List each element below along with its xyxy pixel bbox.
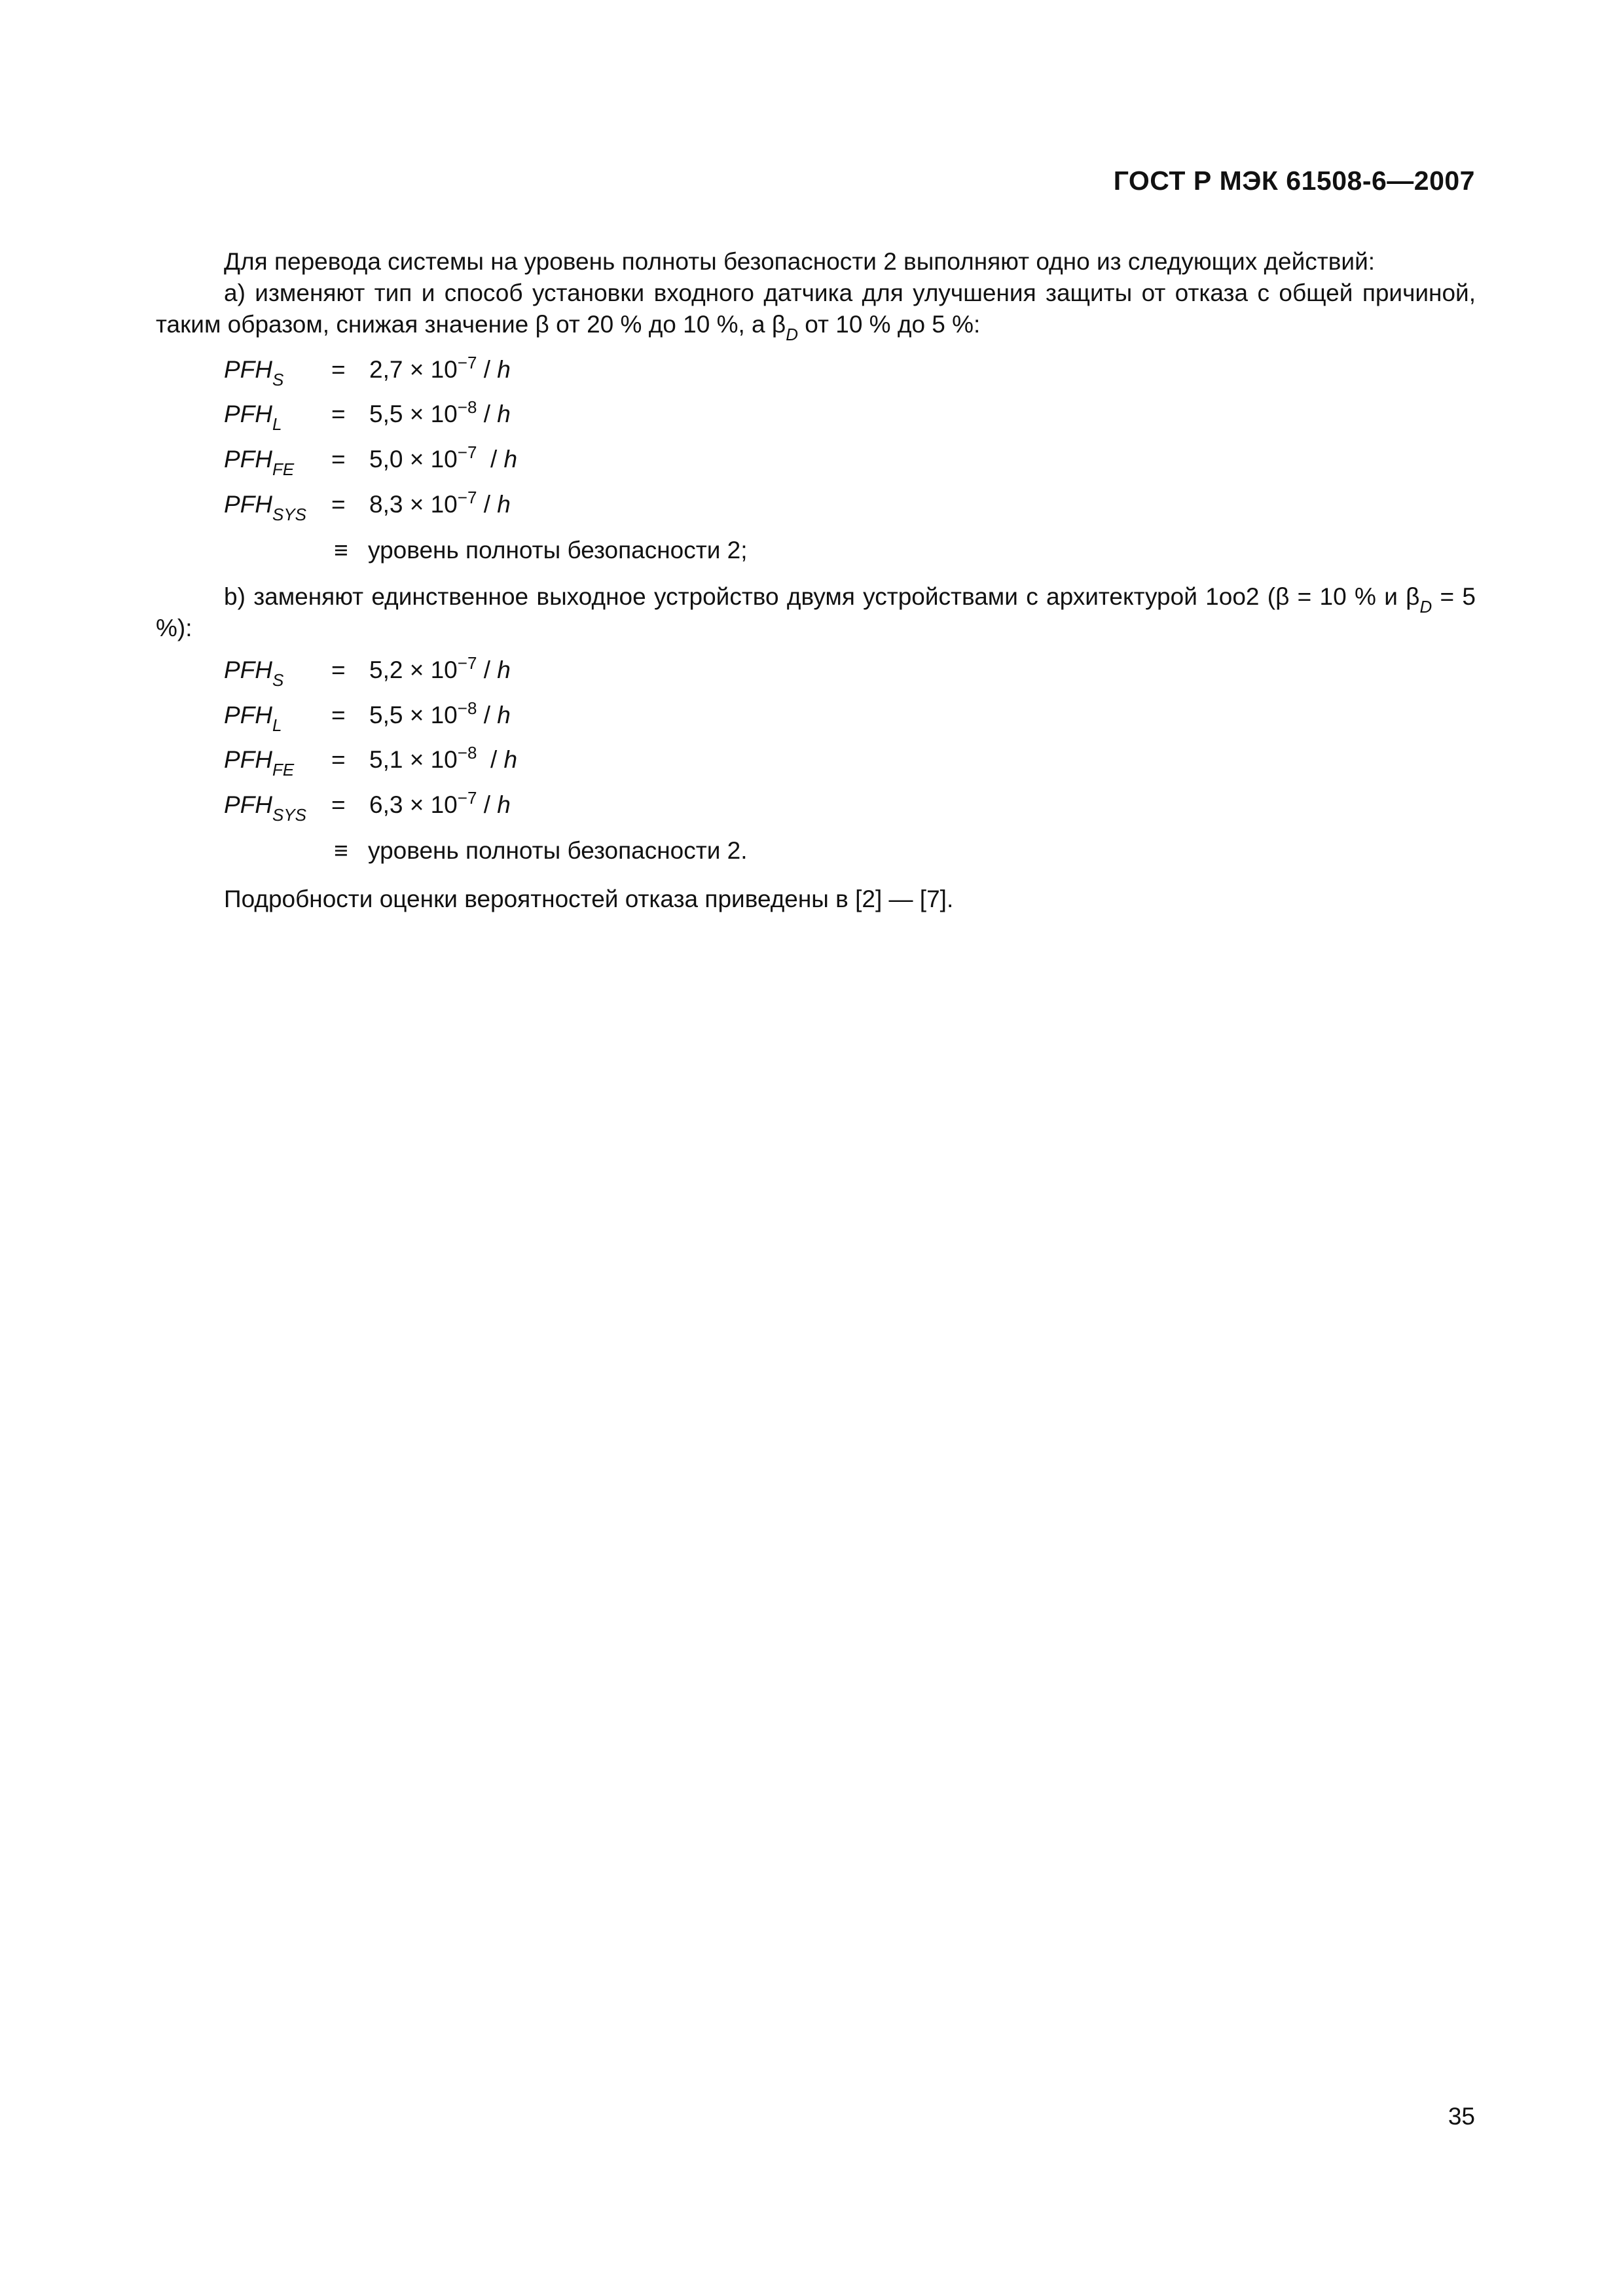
formula-value: $5,0 \times 10^{-7} / h$ <box>369 442 518 473</box>
equiv-statement <box>334 837 748 865</box>
document-header: ГОСТ Р МЭК 61508-6—2007 <box>1113 166 1475 196</box>
formula-equals: = <box>331 656 346 683</box>
item-b-text-end: = 5 %): <box>156 583 1476 641</box>
formula-value: $2,7 \times 10^{-7} / h$ <box>369 353 511 383</box>
formula-lhs: $PFH_{FE}$ <box>224 446 295 479</box>
formula-value: $5,2 \times 10^{-7} / h$ <box>369 653 511 683</box>
formula-value: $5,5 \times 10^{-8} / h$ <box>369 698 511 728</box>
formula-lhs: $PFH_L$ <box>224 702 282 735</box>
formula-lhs: $PFH_S$ <box>224 356 284 389</box>
item-a-subscript: D <box>786 325 798 344</box>
formula-equals: = <box>331 356 346 383</box>
formula-lhs: $PFH_{FE}$ <box>224 746 295 780</box>
item-b-subscript: D <box>1419 597 1432 617</box>
formula-equals: = <box>331 401 346 427</box>
formula-equals: = <box>331 746 346 773</box>
equiv-symbol: ≡ <box>334 537 348 564</box>
formula-lhs: $PFH_{SYS}$ <box>224 491 307 524</box>
formula-equals: = <box>331 791 346 818</box>
item-a-paragraph <box>156 278 1476 344</box>
formula-equals: = <box>331 702 346 728</box>
closing-paragraph: Подробности оценки вероятностей отказа приведены в [2] — [7]. <box>224 886 954 912</box>
intro-paragraph: Для перевода системы на уровень полноты безопасности 2 выполняют одно из следующих действий: <box>224 248 1376 275</box>
equiv-text: уровень полноты безопасности 2. <box>368 837 748 864</box>
formula-lhs: $PFH_S$ <box>224 656 284 690</box>
formula-equals: = <box>331 491 346 518</box>
equiv-text: уровень полноты безопасности 2; <box>368 537 748 564</box>
formula-value: $5,5 \times 10^{-8} / h$ <box>369 397 511 427</box>
formula-value: $5,1 \times 10^{-8} / h$ <box>369 743 518 773</box>
formula-value: $8,3 \times 10^{-7} / h$ <box>369 488 511 518</box>
formula-equals: = <box>331 446 346 473</box>
formula-value: $6,3 \times 10^{-7} / h$ <box>369 788 511 818</box>
page-number: 35 <box>1448 2103 1475 2130</box>
item-b-paragraph <box>156 581 1476 644</box>
formula-lhs: $PFH_{SYS}$ <box>224 791 307 825</box>
item-a-text-end: от 10 % до 5 %: <box>797 311 981 338</box>
item-a-text: a) изменяют тип и способ установки входного датчика для улучшения защиты от отказа с общей причиной, таким образом, снижая значение β от 20 % до 10 %, а β <box>156 279 1476 338</box>
item-b-text: b) заменяют единственное выходное устройство двумя устройствами с архитектурой 1oo2 (β = 10 % и β <box>224 583 1420 610</box>
formula-lhs: $PFH_L$ <box>224 401 282 434</box>
equiv-statement <box>334 537 748 564</box>
equiv-symbol: ≡ <box>334 837 348 864</box>
